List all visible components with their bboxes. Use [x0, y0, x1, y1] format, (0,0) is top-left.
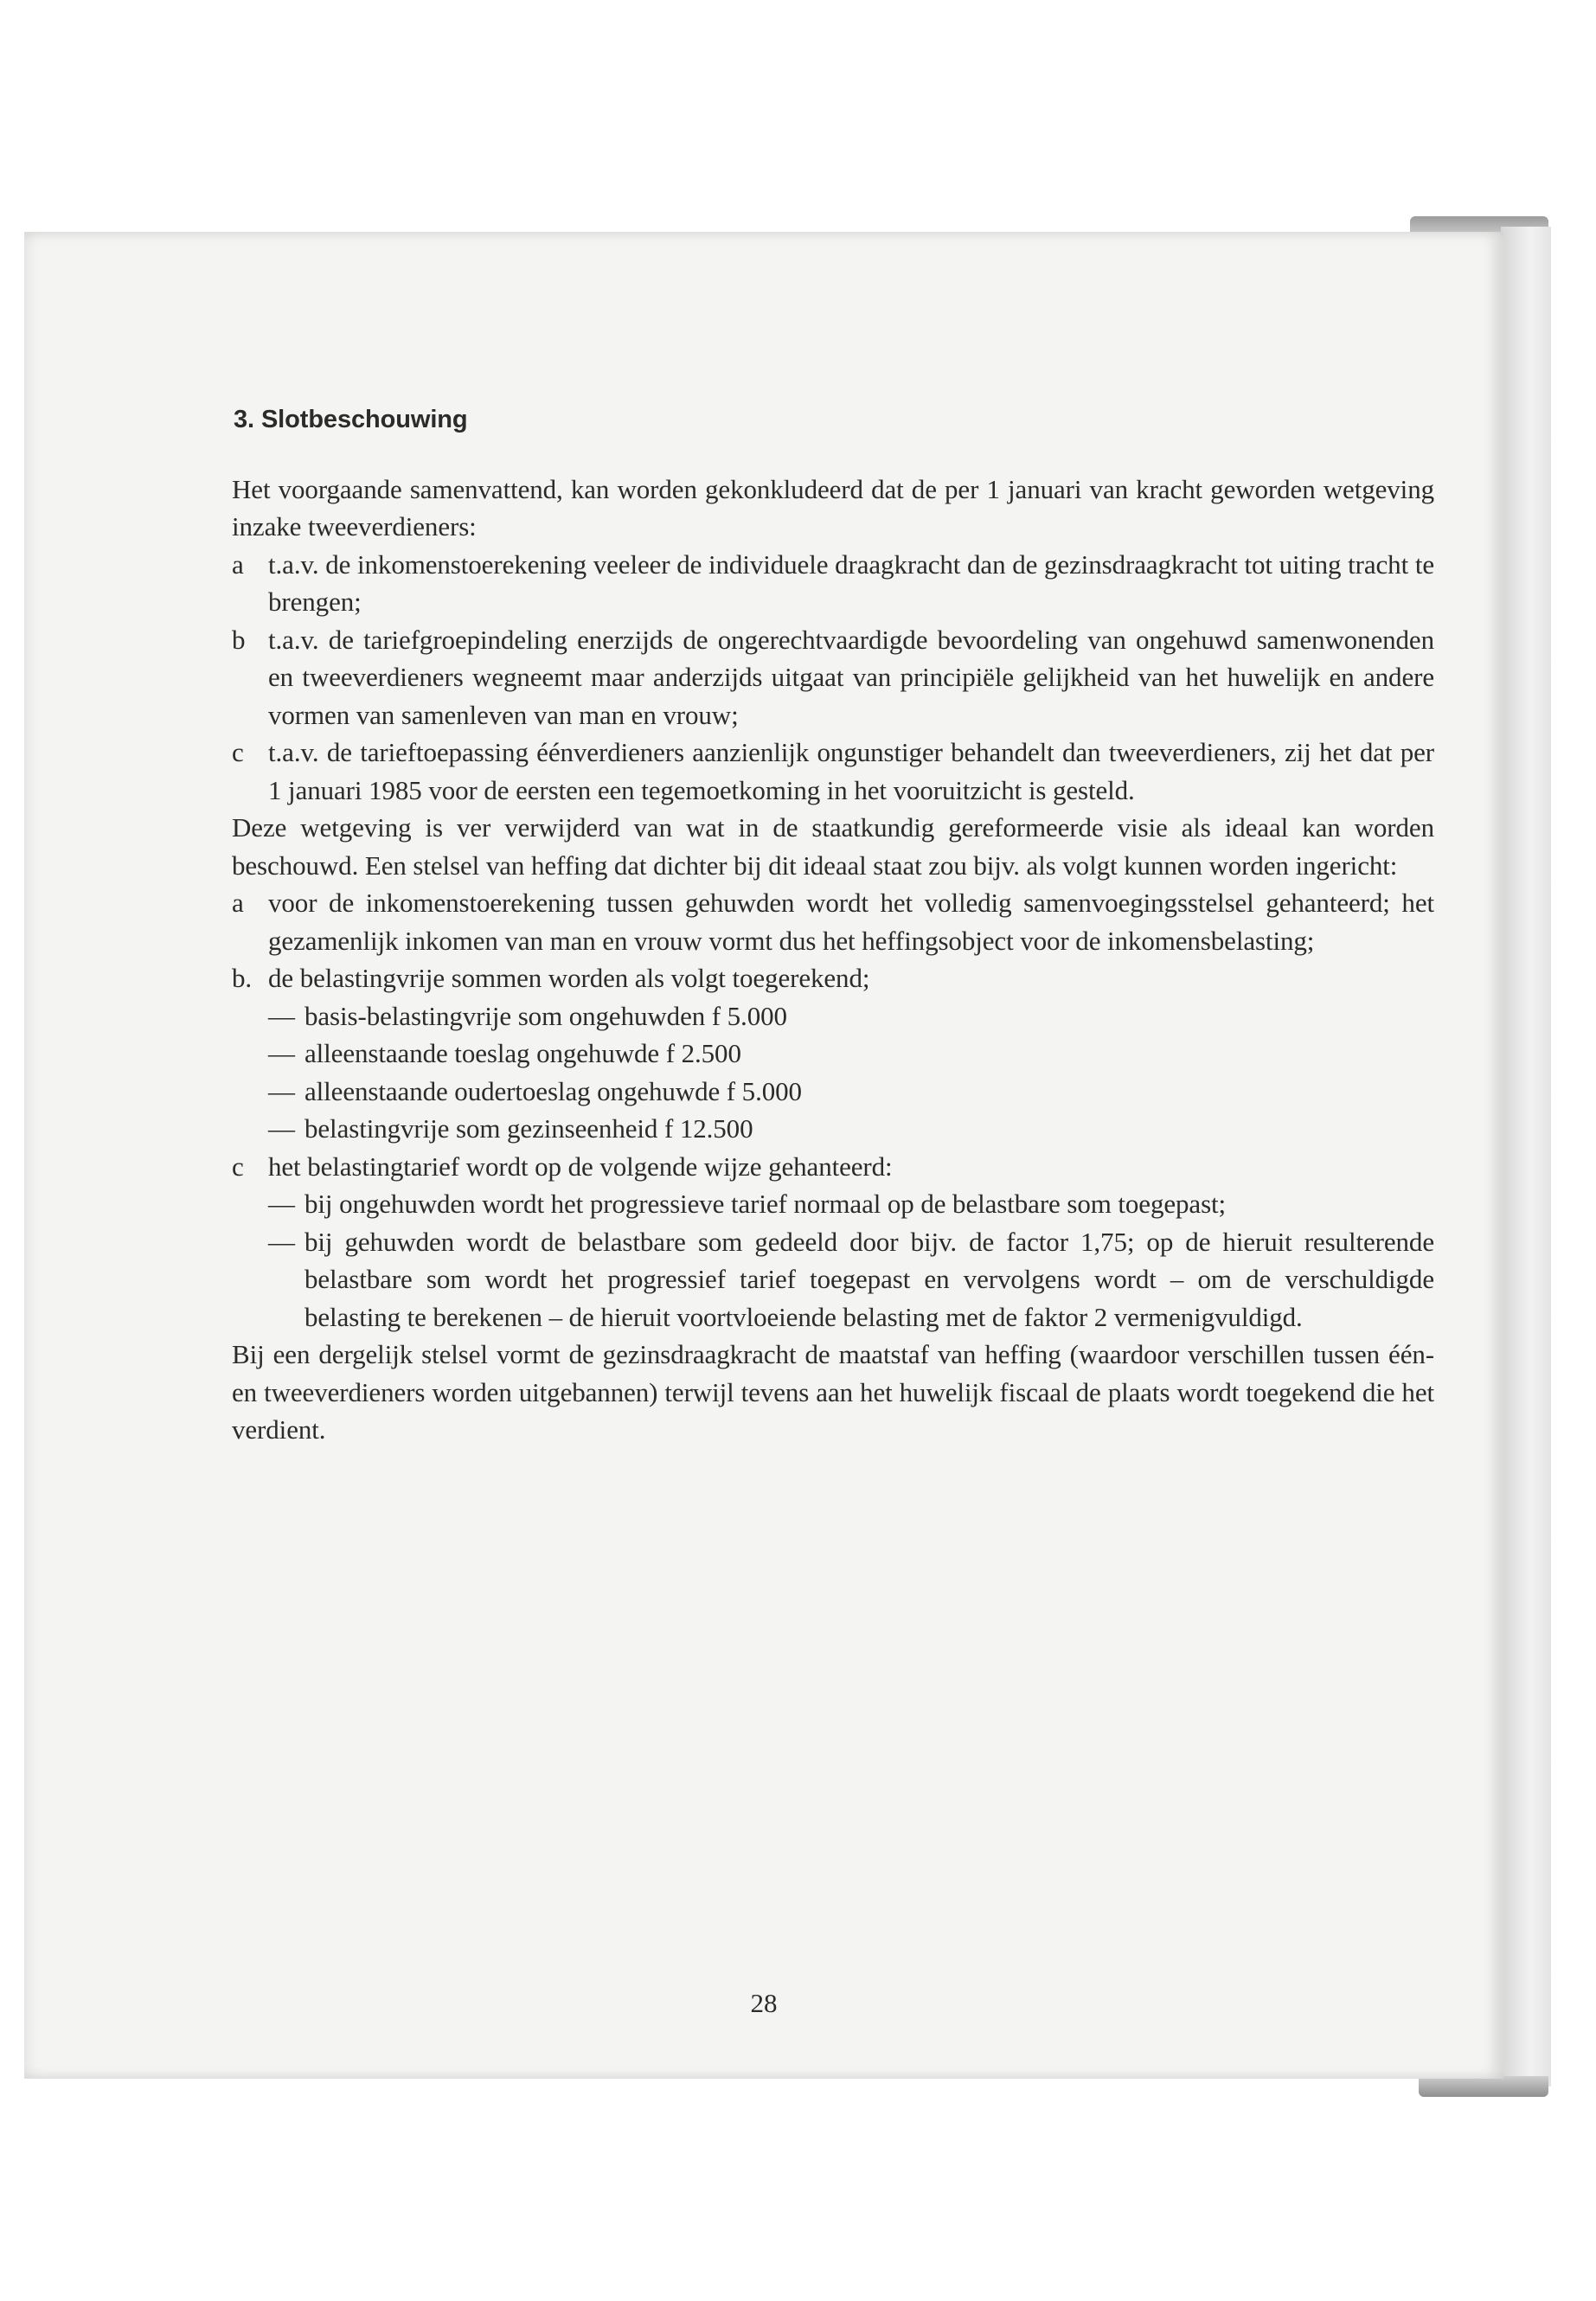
proposal-item-c [232, 1148, 1434, 1186]
allowance-item [232, 1073, 1434, 1111]
list-item-text: t.a.v. de tariefgroepindeling enerzijds de ongerechtvaardigde bevoordeling van ongehuwd samenwonenden en tweeverdieners wegneemt maar anderzijds uitgaat van principiële gelijkheid van het huwelijk en andere vormen van samenleven van man en vrouw; [268, 624, 1434, 730]
list-marker: a [232, 548, 244, 580]
dash-marker: — [268, 1038, 295, 1068]
book-spine [1501, 227, 1551, 2086]
conclusion-item-a [232, 546, 1434, 621]
allowance-item [232, 997, 1434, 1035]
page-content [232, 401, 1434, 1449]
list-marker: b. [232, 963, 253, 993]
section-heading: 3. Slotbeschouwing [234, 406, 468, 433]
list-marker: c [232, 737, 244, 767]
allowance-item [232, 1035, 1434, 1073]
closing-paragraph: Bij een dergelijk stelsel vormt de gezinsdraagkracht de maatstaf van heffing (waardoor verschillen tussen één- en tweeverdieners worden uitgebannen) terwijl tevens aan het huwelijk fiscaal de plaats wordt toegekend die het verdient. [232, 1339, 1434, 1445]
list-item-text: t.a.v. de inkomenstoerekening veeleer de individuele draagkracht dan de gezinsdraagkracht tot uiting tracht te brengen; [268, 548, 1434, 617]
dash-item-text: basis-belastingvrije som ongehuwden f 5.000 [304, 1000, 787, 1031]
dash-item-text: alleenstaande toeslag ongehuwde f 2.500 [304, 1038, 741, 1068]
proposal-item-b [232, 959, 1434, 997]
dash-marker: — [268, 1226, 295, 1257]
dash-item-text: bij gehuwden wordt de belastbare som gedeeld door bijv. de factor 1,75; op de hieruit resulterende belastbare som wordt het progressief tarief toegepast en vervolgens wordt – om de verschuldigde belasting te berekenen – de hieruit voortvloeiende belasting met de faktor 2 vermenigvuldigd. [304, 1226, 1434, 1332]
intro-paragraph: Het voorgaande samenvattend, kan worden gekonkludeerd dat de per 1 januari van kracht geworden wetgeving inzake tweeverdieners: [232, 473, 1434, 542]
allowance-item [232, 1110, 1434, 1148]
book-cover-edge-bottom [1419, 2076, 1548, 2097]
list-item-text: het belastingtarief wordt op de volgende wijze gehanteerd: [268, 1150, 893, 1182]
list-marker: c [232, 1150, 244, 1182]
dash-item-text: belastingvrije som gezinseenheid f 12.500 [304, 1113, 753, 1144]
tariff-item [232, 1185, 1434, 1223]
list-item-text: t.a.v. de tarieftoepassing éénverdieners aanzienlijk ongunstiger behandelt dan tweeverdieners, zij het dat per 1 januari 1985 voor de eersten een tegemoetkoming in het vooruitzicht is gesteld. [268, 737, 1434, 805]
dash-item-text: bij ongehuwden wordt het progressieve tarief normaal op de belastbare som toegepast; [304, 1189, 1227, 1219]
list-item-text: de belastingvrije sommen worden als volgt toegerekend; [268, 963, 870, 993]
dash-item-text: alleenstaande oudertoeslag ongehuwde f 5.000 [304, 1075, 802, 1106]
dash-marker: — [268, 1000, 295, 1031]
dash-marker: — [268, 1113, 295, 1144]
dash-marker: — [268, 1189, 295, 1219]
tariff-item [232, 1223, 1434, 1336]
list-item-text: voor de inkomenstoerekening tussen gehuwden wordt het volledig samenvoegingsstelsel gehanteerd; het gezamenlijk inkomen van man en vrouw vormt dus het heffingsobject voor de inkomensbelasting; [268, 888, 1434, 956]
conclusion-item-b [232, 621, 1434, 734]
list-marker: a [232, 888, 244, 918]
book-page [24, 232, 1503, 2079]
dash-marker: — [268, 1075, 295, 1106]
page-number: 28 [750, 1988, 778, 2018]
list-marker: b [232, 624, 246, 655]
proposal-item-a [232, 884, 1434, 959]
conclusion-item-c [232, 734, 1434, 809]
middle-paragraph: Deze wetgeving is ver verwijderd van wat in de staatkundig gereformeerde visie als ideaal kan worden beschouwd. Een stelsel van heffing dat dichter bij dit ideaal staat zou bijv. als volgt kunnen worden ingericht: [232, 812, 1434, 881]
